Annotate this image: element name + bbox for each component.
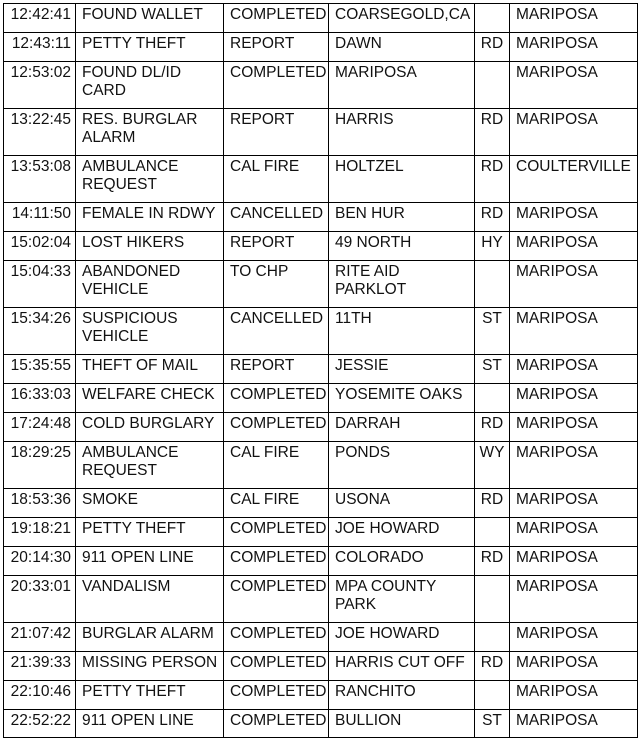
call-time: 15:02:04 (4, 232, 76, 261)
call-city: MARIPOSA (510, 576, 638, 623)
call-city: MARIPOSA (510, 681, 638, 710)
call-type: SMOKE (76, 489, 224, 518)
table-row (4, 623, 638, 652)
call-street: JOE HOWARD (329, 623, 475, 652)
call-street-suffix: RD (475, 547, 510, 576)
call-disposition: CAL FIRE (224, 442, 329, 489)
call-city: MARIPOSA (510, 308, 638, 355)
table-row (4, 355, 638, 384)
call-city: MARIPOSA (510, 4, 638, 33)
table-row (4, 518, 638, 547)
call-street-suffix: RD (475, 109, 510, 156)
call-time: 20:33:01 (4, 576, 76, 623)
call-type: PETTY THEFT (76, 518, 224, 547)
call-street-suffix: RD (475, 489, 510, 518)
call-type: LOST HIKERS (76, 232, 224, 261)
call-disposition: TO CHP (224, 261, 329, 308)
call-time: 18:29:25 (4, 442, 76, 489)
call-disposition: CANCELLED (224, 203, 329, 232)
call-time: 15:34:26 (4, 308, 76, 355)
call-city: MARIPOSA (510, 710, 638, 738)
call-time: 12:43:11 (4, 33, 76, 62)
table-row (4, 652, 638, 681)
table-row (4, 710, 638, 738)
call-type: SUSPICIOUS VEHICLE (76, 308, 224, 355)
call-city: MARIPOSA (510, 261, 638, 308)
call-type: FEMALE IN RDWY (76, 203, 224, 232)
table-row (4, 62, 638, 109)
call-disposition: COMPLETED (224, 623, 329, 652)
call-city: MARIPOSA (510, 384, 638, 413)
call-street-suffix (475, 4, 510, 33)
table-row (4, 547, 638, 576)
call-disposition: COMPLETED (224, 4, 329, 33)
table-row (4, 576, 638, 623)
call-disposition: REPORT (224, 109, 329, 156)
call-street-suffix: WY (475, 442, 510, 489)
call-city: MARIPOSA (510, 355, 638, 384)
call-street-suffix: RD (475, 413, 510, 442)
call-street-suffix: HY (475, 232, 510, 261)
table-row (4, 156, 638, 203)
call-street: JESSIE (329, 355, 475, 384)
table-row (4, 203, 638, 232)
call-street: COARSEGOLD,CA (329, 4, 475, 33)
call-city: MARIPOSA (510, 652, 638, 681)
call-type: PETTY THEFT (76, 681, 224, 710)
call-city: MARIPOSA (510, 518, 638, 547)
call-time: 20:14:30 (4, 547, 76, 576)
call-city: MARIPOSA (510, 62, 638, 109)
table-row (4, 109, 638, 156)
call-street: HARRIS (329, 109, 475, 156)
call-time: 21:39:33 (4, 652, 76, 681)
call-disposition: COMPLETED (224, 62, 329, 109)
call-city: MARIPOSA (510, 33, 638, 62)
call-type: BURGLAR ALARM (76, 623, 224, 652)
call-time: 18:53:36 (4, 489, 76, 518)
call-city: MARIPOSA (510, 203, 638, 232)
table-row (4, 232, 638, 261)
call-time: 13:22:45 (4, 109, 76, 156)
call-street-suffix (475, 681, 510, 710)
call-disposition: COMPLETED (224, 652, 329, 681)
call-street-suffix: RD (475, 33, 510, 62)
call-street-suffix: RD (475, 156, 510, 203)
call-street-suffix (475, 576, 510, 623)
table-row (4, 681, 638, 710)
call-time: 16:33:03 (4, 384, 76, 413)
call-time: 17:24:48 (4, 413, 76, 442)
call-type: THEFT OF MAIL (76, 355, 224, 384)
call-type: ABANDONED VEHICLE (76, 261, 224, 308)
call-type: PETTY THEFT (76, 33, 224, 62)
call-time: 12:42:41 (4, 4, 76, 33)
call-disposition: COMPLETED (224, 518, 329, 547)
call-street-suffix: RD (475, 203, 510, 232)
call-disposition: COMPLETED (224, 547, 329, 576)
call-street: RANCHITO (329, 681, 475, 710)
call-city: MARIPOSA (510, 109, 638, 156)
table-row (4, 33, 638, 62)
call-disposition: CAL FIRE (224, 489, 329, 518)
call-type: AMBULANCE REQUEST (76, 156, 224, 203)
table-row (4, 442, 638, 489)
call-time: 21:07:42 (4, 623, 76, 652)
call-type: COLD BURGLARY (76, 413, 224, 442)
call-city: MARIPOSA (510, 489, 638, 518)
table-row (4, 4, 638, 33)
call-city: COULTERVILLE (510, 156, 638, 203)
call-disposition: REPORT (224, 355, 329, 384)
call-type: 911 OPEN LINE (76, 710, 224, 738)
call-log-table (3, 3, 638, 738)
call-street: COLORADO (329, 547, 475, 576)
table-row (4, 308, 638, 355)
call-city: MARIPOSA (510, 413, 638, 442)
call-street-suffix (475, 623, 510, 652)
call-type: AMBULANCE REQUEST (76, 442, 224, 489)
call-time: 15:04:33 (4, 261, 76, 308)
call-street-suffix: ST (475, 355, 510, 384)
call-time: 13:53:08 (4, 156, 76, 203)
call-disposition: COMPLETED (224, 681, 329, 710)
call-disposition: REPORT (224, 232, 329, 261)
call-street-suffix (475, 261, 510, 308)
call-time: 15:35:55 (4, 355, 76, 384)
call-type: VANDALISM (76, 576, 224, 623)
call-street: DAWN (329, 33, 475, 62)
call-disposition: COMPLETED (224, 384, 329, 413)
call-type: 911 OPEN LINE (76, 547, 224, 576)
call-street: PONDS (329, 442, 475, 489)
call-type: WELFARE CHECK (76, 384, 224, 413)
call-disposition: REPORT (224, 33, 329, 62)
call-time: 12:53:02 (4, 62, 76, 109)
call-street: JOE HOWARD (329, 518, 475, 547)
call-street: HARRIS CUT OFF (329, 652, 475, 681)
call-log-body (4, 4, 638, 738)
call-type: FOUND WALLET (76, 4, 224, 33)
call-disposition: COMPLETED (224, 413, 329, 442)
call-street: HOLTZEL (329, 156, 475, 203)
table-row (4, 489, 638, 518)
call-street-suffix (475, 62, 510, 109)
call-city: MARIPOSA (510, 442, 638, 489)
call-street: MARIPOSA (329, 62, 475, 109)
table-row (4, 261, 638, 308)
call-type: FOUND DL/ID CARD (76, 62, 224, 109)
call-street: MPA COUNTY PARK (329, 576, 475, 623)
call-disposition: CANCELLED (224, 308, 329, 355)
call-street: YOSEMITE OAKS (329, 384, 475, 413)
call-time: 19:18:21 (4, 518, 76, 547)
call-city: MARIPOSA (510, 623, 638, 652)
call-street-suffix: RD (475, 652, 510, 681)
call-type: RES. BURGLAR ALARM (76, 109, 224, 156)
table-row (4, 413, 638, 442)
call-disposition: COMPLETED (224, 710, 329, 738)
call-street-suffix: ST (475, 710, 510, 738)
call-disposition: CAL FIRE (224, 156, 329, 203)
call-street: 11TH (329, 308, 475, 355)
call-street-suffix (475, 384, 510, 413)
call-city: MARIPOSA (510, 232, 638, 261)
call-city: MARIPOSA (510, 547, 638, 576)
call-street: BULLION (329, 710, 475, 738)
call-street-suffix (475, 518, 510, 547)
table-row (4, 384, 638, 413)
call-time: 22:52:22 (4, 710, 76, 738)
call-street: RITE AID PARKLOT (329, 261, 475, 308)
call-street: DARRAH (329, 413, 475, 442)
call-street: USONA (329, 489, 475, 518)
call-street: BEN HUR (329, 203, 475, 232)
call-time: 14:11:50 (4, 203, 76, 232)
call-type: MISSING PERSON (76, 652, 224, 681)
call-street-suffix: ST (475, 308, 510, 355)
call-street: 49 NORTH (329, 232, 475, 261)
call-disposition: COMPLETED (224, 576, 329, 623)
call-time: 22:10:46 (4, 681, 76, 710)
